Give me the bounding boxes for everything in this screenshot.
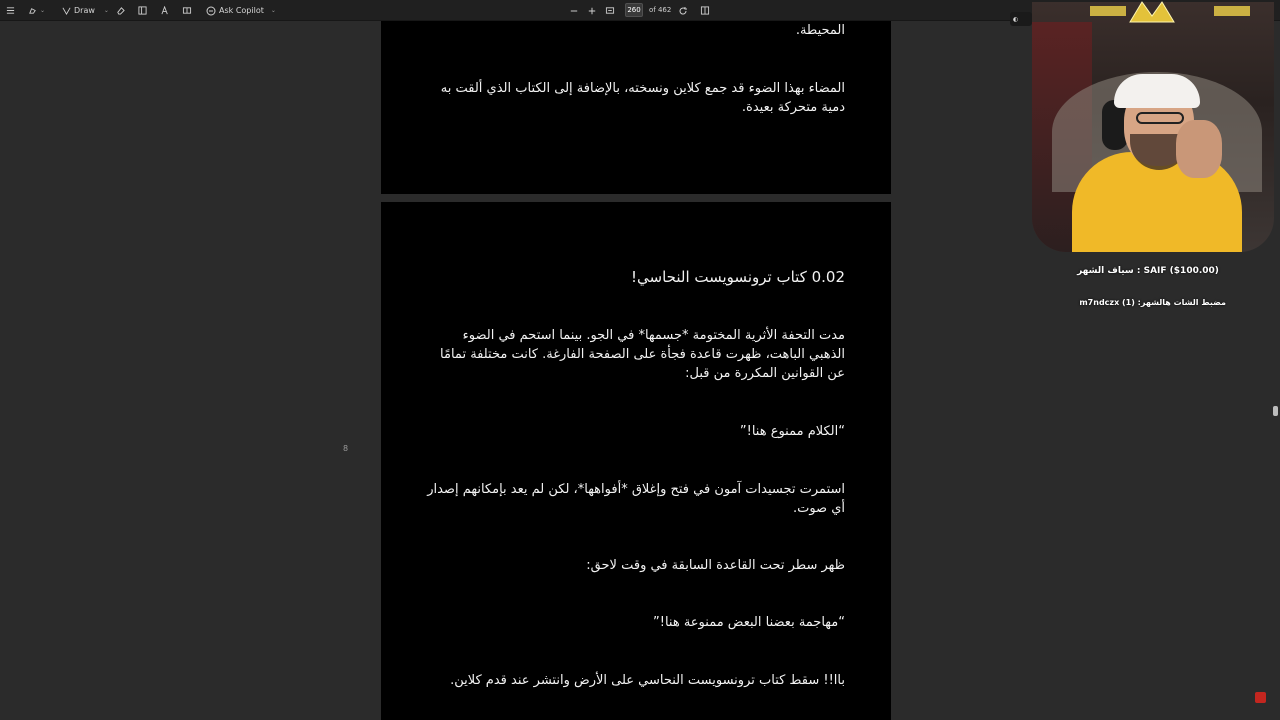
paragraph: مدت التحفة الأثرية المختومة *جسمها* في الجو. بينما استحم في الضوء الذهبي الباهت، ظهرت قاعدة فجأة على الصفحة الفارغة. كانت مختلفة تمامًا عن القوانين المكررة من قبل:	[440, 328, 845, 381]
page-number-input[interactable]: 260	[625, 3, 643, 17]
zoom-out-icon	[570, 7, 578, 15]
read-aloud-button[interactable]	[161, 0, 170, 21]
contents-button[interactable]	[6, 0, 15, 21]
top-donor-alert: SAIF ($100.00) : سياف الشهر	[1077, 266, 1219, 276]
page-view-icon	[700, 6, 710, 15]
paragraph: ظهر سطر تحت القاعدة السابقة في وقت لاحق:	[586, 558, 845, 573]
chevron-down-icon: ⌄	[40, 7, 46, 14]
webcam-feed	[1032, 2, 1274, 252]
pdf-app-icon	[1255, 692, 1266, 703]
zoom-in-button[interactable]	[588, 0, 596, 21]
eraser-icon	[116, 6, 125, 15]
draw-icon	[62, 6, 71, 15]
highlight-button[interactable]	[28, 0, 45, 21]
rotate-button[interactable]	[678, 0, 688, 21]
zoom-out-button[interactable]	[570, 0, 578, 21]
pdf-page-previous	[381, 21, 891, 194]
highlighter-icon	[28, 6, 37, 15]
fit-page-icon	[605, 6, 615, 15]
pdf-page-current	[381, 202, 891, 720]
paragraph: المضاء بهذا الضوء قد جمع كلاين ونسخته، بالإضافة إلى الكتاب الذي ألقت به دمية متحركة بعيدة.	[440, 81, 845, 115]
draw-label: Draw	[74, 6, 95, 15]
chevron-down-icon: ⌄	[103, 7, 109, 14]
paragraph: باا!! سقط كتاب ترونسويست النحاسي على الأرض وانتشر عند قدم كلاين.	[450, 673, 845, 688]
copilot-label: Ask Copilot	[219, 6, 264, 15]
crown-logo-icon	[1090, 0, 1250, 24]
immersive-reader-icon	[182, 6, 192, 15]
page-count: of 462	[649, 6, 672, 14]
cursor-marker: 8	[343, 444, 349, 453]
overlay-tag: ◐	[1010, 12, 1032, 26]
top-chatter-alert: مضبط الشات هالشهر: m7ndczx (1)	[1079, 298, 1226, 307]
chevron-down-icon: ⌄	[270, 7, 276, 14]
immersive-reader-button[interactable]	[182, 0, 192, 21]
page-view-button[interactable]	[700, 0, 710, 21]
textbox-button[interactable]	[138, 0, 147, 21]
paragraph: استمرت تجسيدات آمون في فتح وإغلاق *أفواهها*، لكن لم يعد بإمكانهم إصدار أي صوت.	[427, 482, 845, 516]
draw-button[interactable]	[62, 0, 109, 21]
ask-copilot-button[interactable]	[206, 0, 276, 21]
zoom-in-icon	[588, 7, 596, 15]
paragraph: المحيطة.	[795, 23, 845, 38]
list-icon	[6, 6, 15, 15]
read-aloud-icon	[161, 6, 170, 15]
textbox-icon	[138, 6, 147, 15]
scrollbar-thumb[interactable]	[1273, 406, 1278, 416]
paragraph: “مهاجمة بعضنا البعض ممنوعة هنا!”	[653, 615, 845, 630]
copilot-icon	[206, 6, 216, 16]
eraser-button[interactable]	[116, 0, 125, 21]
rotate-icon	[678, 6, 688, 16]
chapter-heading: 0.02 كتاب ترونسويست النحاسي!	[631, 268, 845, 286]
fit-page-button[interactable]	[605, 0, 615, 21]
paragraph: “الكلام ممنوع هنا!”	[739, 424, 845, 439]
